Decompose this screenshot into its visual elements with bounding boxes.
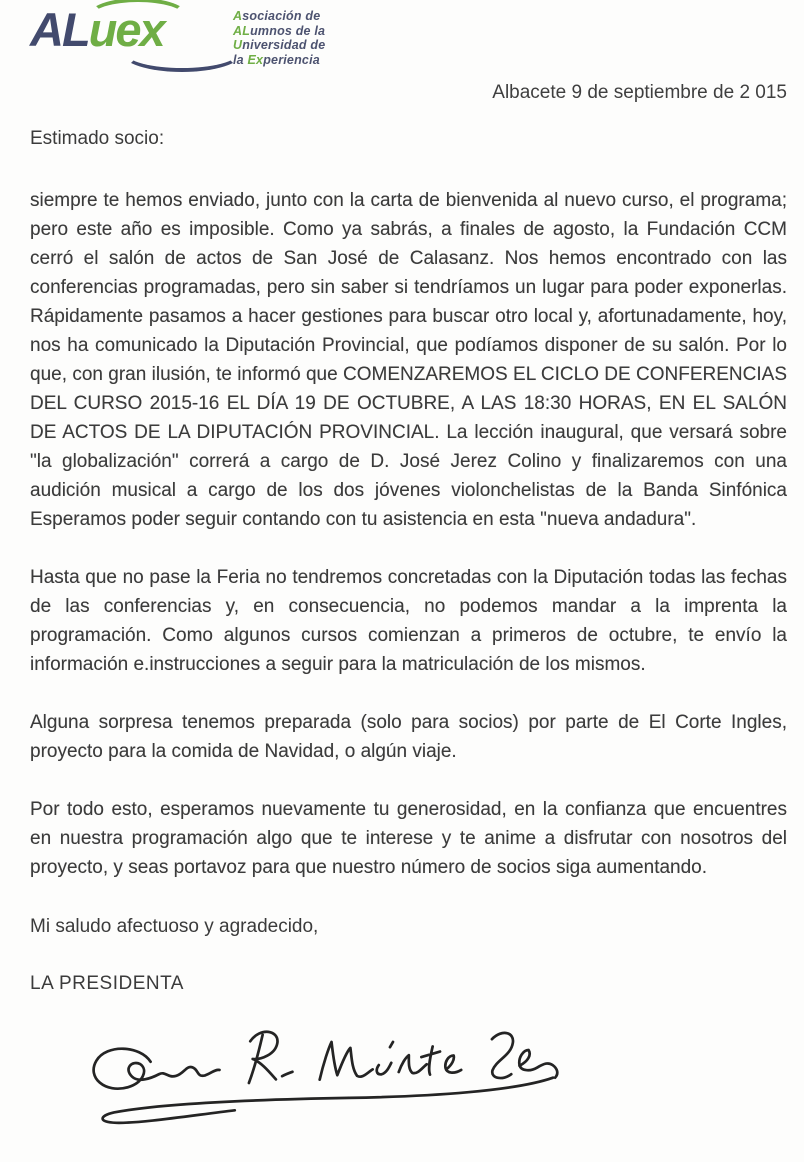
handwritten-signature-icon: [77, 1010, 579, 1149]
aluex-logo: [30, 2, 230, 66]
logo-wordmark-green: uex: [88, 3, 164, 56]
tagline-line-2: ALumnos de la: [233, 23, 326, 38]
scanned-letter-page: [0, 2, 804, 1162]
dateline: Albacete 9 de septiembre de 2 015: [492, 82, 787, 103]
closing-line: Mi saludo afectuoso y agradecido,: [30, 916, 319, 937]
tagline-line-3: Universidad de: [233, 38, 326, 52]
paragraph-1: siempre te hemos enviado, junto con la carta de bienvenida al nuevo curso, el programa; pero este año es imposible. Como ya sabrás, a finales de agosto, la Fundación CCM cerró el salón de actos de San José de Calasanz. Nos hemos encontrado con las conferencias programadas, pero sin saber si tendríamos un lugar para poder exponerlas. Rápidamente pasamos a hacer gestiones para buscar otro local y, afortunadamente, hoy, nos ha comunicado la Diputación Provincial, que podíamos disponer de su salón. Por lo que, con gran ilusión, te informó que COMENZAREMOS EL CICLO DE CONFERENCIAS DEL CURSO 2015-16 EL DÍA 19 DE OCTUBRE, A LAS 18:30 HORAS, EN EL SALÓN DE ACTOS DE LA DIPUTACIÓN PROVINCIAL. La lección inaugural, que versará sobre "la globalización" correrá a cargo de D. José Jerez Colino y finalizaremos con una audición musical a cargo de los dos jóvenes violonchelistas de la Banda Sinfónica Esperamos poder seguir contando con tu asistencia en esta "nueva andadura".: [30, 190, 787, 530]
tagline-line-4: la Experiencia: [233, 52, 320, 67]
tagline-line-1: Asociación de: [233, 9, 321, 23]
signer-title: LA PRESIDENTA: [30, 973, 184, 994]
logo-wordmark-dark: AL: [30, 3, 89, 56]
logo-wordmark: [30, 4, 164, 56]
paragraph-4: Por todo esto, esperamos nuevamente tu generosidad, en la confianza que encuentres en nuestra programación algo que te interese y te anime a disfrutar con nosotros del proyecto, y seas portavoz para que nuestro número de socios siga aumentando.: [30, 799, 787, 878]
paragraph-2: Hasta que no pase la Feria no tendremos concretadas con la Diputación todas las fechas de las conferencias y, en consecuencia, no podemos mandar a la imprenta la programación. Como algunos cursos comienzan a primeros de octubre, te envío la información e.instrucciones a seguir para la matriculación de los mismos.: [30, 567, 787, 675]
paragraph-3: Alguna sorpresa tenemos preparada (solo para socios) por parte de El Corte Ingles, proyecto para la comida de Navidad, o algún viaje.: [30, 712, 787, 762]
letterhead: [0, 2, 804, 68]
logo-tagline: [233, 9, 325, 67]
salutation: Estimado socio:: [30, 128, 165, 149]
